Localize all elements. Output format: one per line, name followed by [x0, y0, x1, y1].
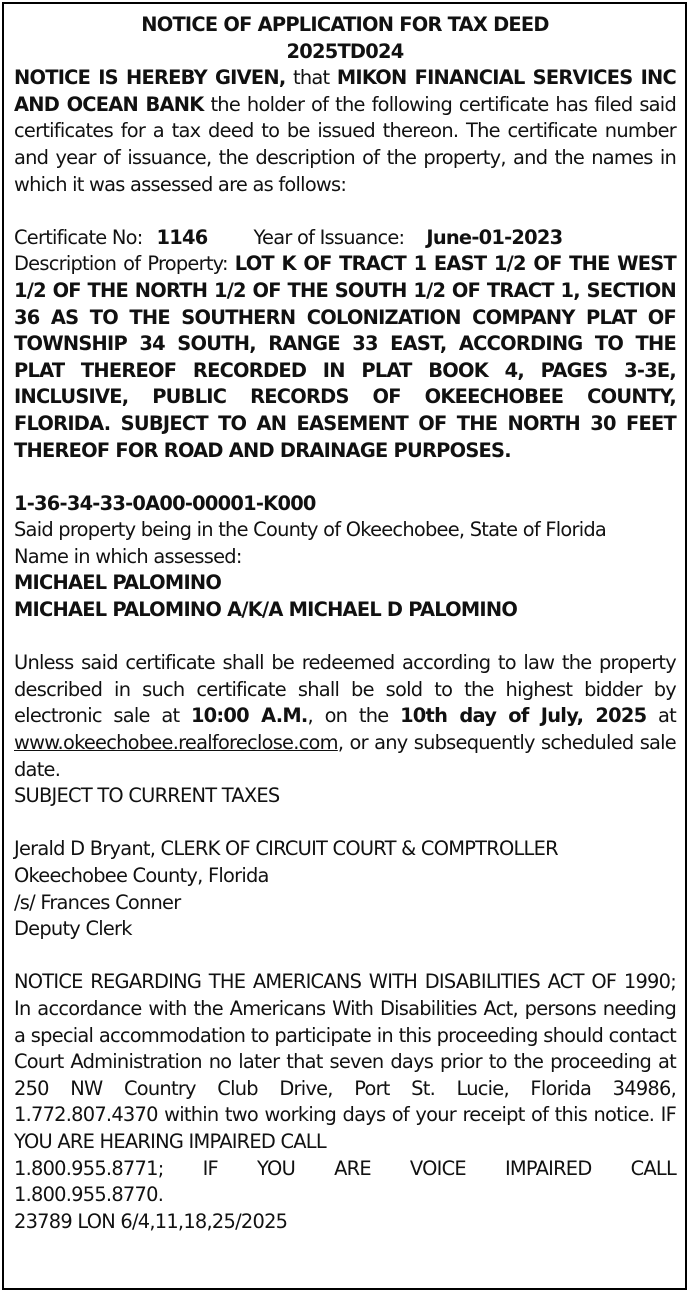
case-number: 2025TD024: [286, 39, 404, 63]
ada-phone-last: 1.800.955.8770.: [14, 1183, 164, 1207]
county-state: Said property being in the County of Okeechobee, State of Florida: [14, 518, 607, 542]
owner-name: MICHAEL PALOMINO: [14, 571, 222, 595]
signer-role: Deputy Clerk: [14, 917, 132, 941]
taxes-note: SUBJECT TO CURRENT TAXES: [14, 784, 280, 808]
certificate-number-label: Certificate No:: [14, 225, 143, 249]
clerk-name: Jerald D Bryant, CLERK OF CIRCUIT COURT & COMPTROLLER: [14, 837, 558, 861]
ada-notice: NOTICE REGARDING THE AMERICANS WITH DISABILITIES ACT OF 1990; In accordance with the Americans With Disabilities Act, persons needing a special accommodation to participate in this proceeding should contact Court Administration no later that seven days prior to the proceeding at 250 NW Country Club Drive, Port St. Lucie, Florida 34986, 1.772.807.4370 within two working days of your receipt of this notice. IF YOU ARE HEARING IMPAIRED CALL: [14, 970, 676, 1153]
property-description: [14, 251, 676, 464]
ada-phone-line: 1.800.955.8771; IF YOU ARE VOICE IMPAIRED CALL: [14, 1156, 676, 1180]
legal-notice: [2, 2, 687, 1290]
legal-description: LOT K OF TRACT 1 EAST 1/2 OF THE WEST 1/2 OF THE NORTH 1/2 OF THE SOUTH 1/2 OF TRACT 1, SECTION 36 AS TO THE SOUTHERN COLONIZATION COMPANY PLAT OF TOWNSHIP 34 SOUTH, RANGE 33 EAST, ACCORDING TO THE PLAT THEREOF RECORDED IN PLAT BOOK 4, PAGES 3-3E, INCLUSIVE, PUBLIC RECORDS OF OKEECHOBEE COUNTY, FLORIDA. SUBJECT TO AN EASEMENT OF THE NORTH 30 FEET THEREOF FOR ROAD AND DRAINAGE PURPOSES.: [14, 252, 676, 462]
signature: /s/ Frances Conner: [14, 890, 181, 914]
parcel-id: 1-36-34-33-0A00-00001-K000: [14, 491, 316, 515]
assessed-label: Name in which assessed:: [14, 544, 242, 568]
sale-date: 10th day of July, 2025: [400, 704, 647, 728]
year-label: Year of Issuance:: [253, 225, 405, 249]
notice-title: NOTICE OF APPLICATION FOR TAX DEED: [141, 13, 549, 36]
sale-paragraph: Unless said certificate shall be redeemed according to law the property described in such certificate shall be sold to the highest bidder by electronic sale at 10:00 A.M., on the 10th day of July, 2025 at www.okeechobee.realforeclose.com, or any subsequently scheduled sale date.: [14, 651, 677, 781]
intro-lead: NOTICE IS HEREBY GIVEN,: [14, 66, 286, 90]
clerk-county: Okeechobee County, Florida: [14, 864, 269, 887]
certificate-line: [14, 225, 676, 252]
property-label: Description of Property:: [14, 252, 235, 276]
sale-time: 10:00 A.M.: [190, 704, 308, 728]
intro-paragraph: NOTICE IS HEREBY GIVEN, that MIKON FINANCIAL SERVICES INC AND OCEAN BANK the holder of the following certificate has filed said certificates for a tax deed to be issued thereon. The certificate number and year of issuance, the description of the property, and the names in which it was assessed are as follows:: [14, 66, 676, 196]
year-of-issuance: June-01-2023: [426, 225, 563, 249]
certificate-holder: MIKON FINANCIAL SERVICES INC AND OCEAN BANK: [14, 66, 676, 116]
certificate-number: 1146: [156, 225, 208, 249]
owner-name-aka: MICHAEL PALOMINO A/K/A MICHAEL D PALOMINO: [14, 598, 518, 622]
publication-info: 23789 LON 6/4,11,18,25/2025: [14, 1209, 288, 1233]
auction-link[interactable]: www.okeechobee.realforeclose.com: [14, 731, 338, 755]
